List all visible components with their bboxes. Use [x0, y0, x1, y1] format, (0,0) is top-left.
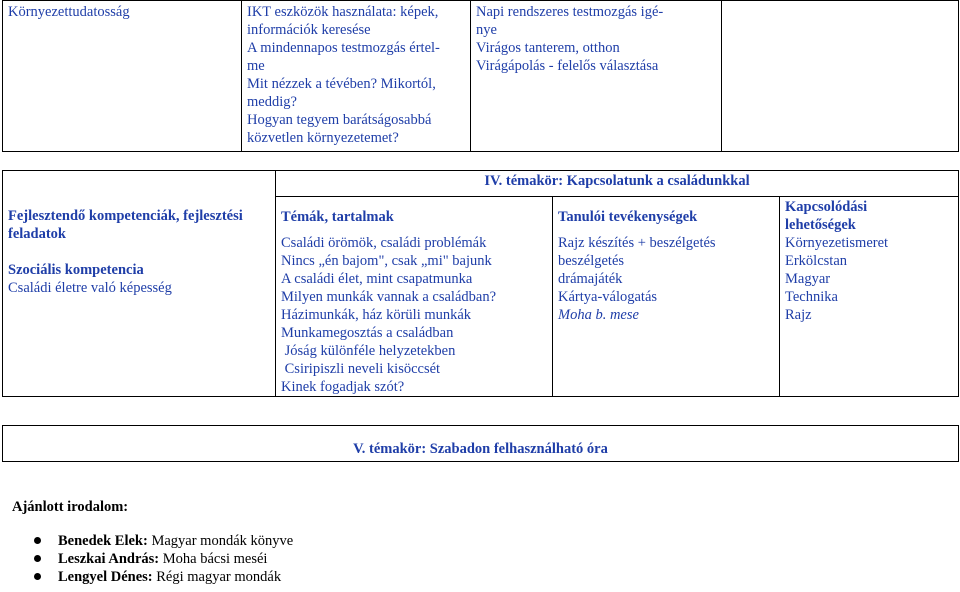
literature-item [0, 532, 293, 550]
literature-item [0, 568, 293, 586]
literature-author: Leszkai András: [58, 551, 160, 567]
competence-task: Családi életre való képesség [8, 279, 172, 296]
section4-table [2, 170, 959, 397]
content-line: meddig? [247, 94, 297, 110]
section4-title: IV. témakör: Kapcsolatunk a családunkkal [276, 171, 959, 197]
topics-header: Témák, tartalmak [281, 209, 394, 225]
link-item: Erkölcstan [785, 253, 848, 269]
link-item: Technika [785, 289, 838, 305]
topic-item: Milyen munkák vannak a családban? [281, 289, 497, 305]
topic-item: Kinek fogadjak szót? [281, 379, 405, 395]
section5-title: V. témakör: Szabadon felhasználható óra [3, 426, 959, 462]
top-cell-topic [3, 1, 242, 152]
activity-item: beszélgetés [558, 253, 625, 269]
activities-cell [553, 197, 780, 397]
topic-item: Jóság különféle helyzetekben [281, 343, 456, 359]
top-cell-empty [722, 1, 959, 152]
literature-item [0, 550, 293, 568]
activity-item: Rajz készítés + beszélgetés [558, 235, 716, 251]
topics-cell [276, 197, 553, 397]
empty-header-cell [3, 171, 276, 197]
topic-item: Munkamegosztás a családban [281, 325, 454, 341]
link-item: Rajz [785, 307, 812, 323]
content-line: Hogyan tegyem barátságosabbá [247, 112, 432, 128]
activity-line: Virágápolás - felelős választása [476, 58, 659, 74]
competence-cell [3, 197, 276, 397]
topic-item: Házimunkák, ház körüli munkák [281, 307, 472, 323]
content-line: me [247, 58, 265, 74]
content-line: közvetlen környezetemet? [247, 130, 399, 146]
links-cell [780, 197, 959, 397]
literature-work: Régi magyar mondák [152, 569, 282, 585]
content-line: Mit nézzek a tévében? Mikortól, [247, 76, 436, 92]
activity-item: drámajáték [558, 271, 623, 287]
activity-line: Napi rendszeres testmozgás igé- [476, 4, 664, 20]
topic-item: Nincs „én bajom", csak „mi" bajunk [281, 253, 492, 269]
literature-work: Moha bácsi meséi [159, 551, 268, 567]
top-cell-activities [471, 1, 722, 152]
content-line: információk keresése [247, 22, 371, 38]
activity-item: Kártya-válogatás [558, 289, 658, 305]
competence-header: Fejlesztendő kompetenciák, fejlesztési feladatok [8, 207, 243, 242]
topic-item: A családi élet, mint csapatmunka [281, 271, 473, 287]
topic-item: Csiripiszli neveli kisöccsét [281, 361, 441, 377]
activity-line: nye [476, 22, 497, 38]
literature-author: Lengyel Dénes: [58, 569, 153, 585]
activities-header: Tanulói tevékenységek [558, 209, 698, 225]
competence-name: Szociális kompetencia [8, 261, 144, 278]
link-item: Környezetismeret [785, 235, 889, 251]
top-table [2, 0, 959, 152]
literature-title: Ajánlott irodalom: [12, 499, 129, 515]
content-line: IKT eszközök használata: képek, [247, 4, 439, 20]
topic-item: Családi örömök, családi problémák [281, 235, 487, 251]
top-cell-contents [242, 1, 471, 152]
literature-author: Benedek Elek: [58, 533, 148, 549]
link-item: Magyar [785, 271, 831, 287]
section5-table [2, 425, 959, 462]
content-line: A mindennapos testmozgás értel- [247, 40, 440, 56]
literature-list [0, 532, 293, 586]
activity-item: Moha b. mese [558, 307, 639, 323]
activity-line: Virágos tanterem, otthon [476, 40, 620, 56]
links-header: lehetőségek [785, 217, 856, 233]
literature-work: Magyar mondák könyve [147, 533, 294, 549]
topic-label: Környezettudatosság [8, 4, 130, 20]
links-header: Kapcsolódási [785, 199, 868, 215]
